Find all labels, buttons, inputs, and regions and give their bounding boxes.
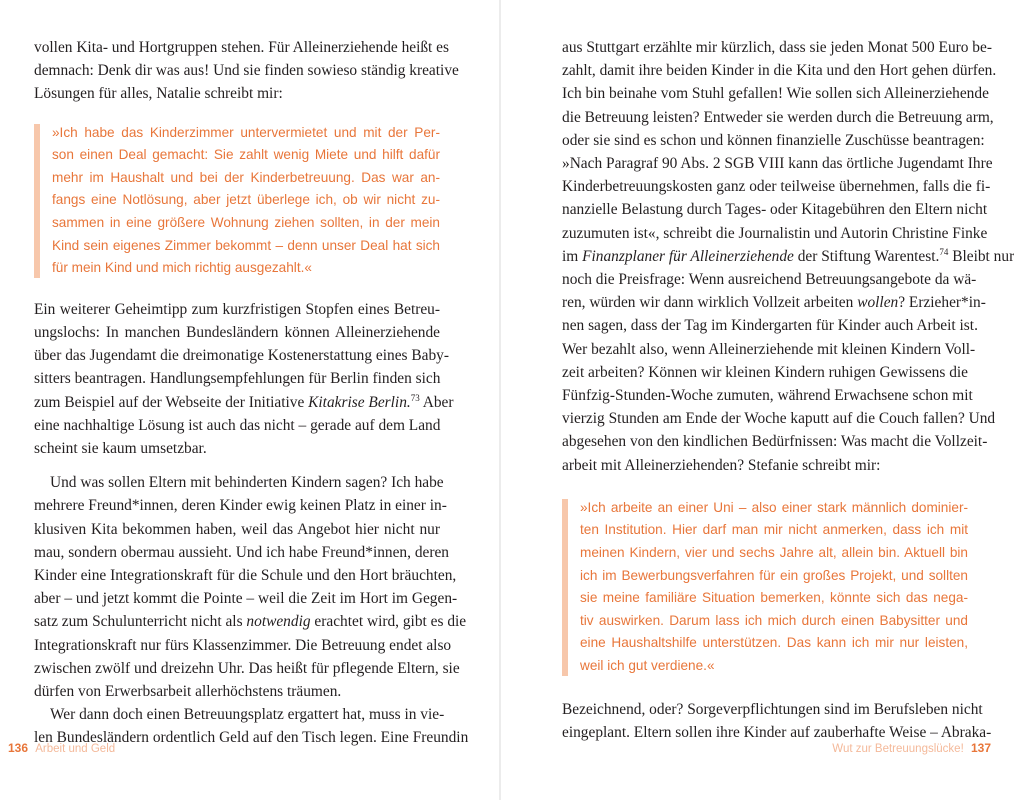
text-line: Lösungen für alles, Natalie schreibt mir: <box>34 85 283 103</box>
text-line: eingeplant. Eltern sollen ihre Kinder auf zauberhafte Weise – Abraka- <box>562 723 992 741</box>
text-line: vierzig Stunden am Ende der Woche kaputt auf die Couch fallen? Und <box>562 410 996 428</box>
behinderte-kinder-paragraph <box>34 471 467 703</box>
text-line: Und was sollen Eltern mit behinderten Kindern sagen? Ich habe <box>50 474 444 492</box>
text-line: aus Stuttgart erzählte mir kürzlich, dass sie jeden Monat 500 Euro be- <box>562 39 992 56</box>
text-line: Ich bin beinahe vom Stuhl gefallen! Wie sollen sich Alleinerziehende <box>562 85 989 103</box>
text-line: ren, würden wir dann wirklich Vollzeit arbeiten wollen? Erzieher*in- <box>562 294 986 312</box>
natalie-quote <box>34 122 440 280</box>
text-line: len Bundesländern ordentlich Geld auf den Tisch legen. Eine Freundin <box>34 729 469 747</box>
text-line: scheint sie kaum umsetzbar. <box>34 439 207 457</box>
left-intro-paragraph <box>34 36 459 106</box>
text-line: nanzielle Belastung durch Tages- oder Kitagebühren den Eltern nicht <box>562 201 988 219</box>
bezeichnend-paragraph <box>562 698 992 744</box>
running-head-right: Wut zur Betreuungslücke! <box>832 743 964 755</box>
stefanie-quote <box>562 497 968 678</box>
text-line: nen sagen, dass der Tag im Kindergarten für Kinder auch Arbeit ist. <box>562 317 978 335</box>
geheimtipp-paragraph <box>34 298 454 460</box>
text-line: Kinder eine Integrationskraft für die Schule und den Hort bräuchten, <box>34 567 457 584</box>
quote-line: ich im Bewerbungsverfahren für ein großes Projekt, und sollten <box>580 567 968 583</box>
text-line: zeit arbeiten? Können wir kleinen Kindern ruhigen Gewissens die <box>562 363 969 381</box>
text-line: Wer bezahlt also, wenn Alleinerziehende mit kleinen Kindern Voll- <box>562 340 976 358</box>
emphasis-notwendig: notwendig <box>246 613 311 631</box>
quote-line: sie meine familiäre Situation bemerken, könnte sich das nega- <box>580 590 968 606</box>
text-line: mau, sondern obermau aussieht. Und ich habe Freund*innen, deren <box>34 543 450 561</box>
text-line: arbeit mit Alleinerziehenden? Stefanie schreibt mir: <box>562 456 881 474</box>
text-line: klusiven Kita bekommen haben, weil das Angebot hier nicht nur <box>34 520 440 538</box>
quote-line: meinen Kindern, vier und sechs Jahre alt, allein bin. Aktuell bin <box>580 545 968 561</box>
text-line: sitters beantragen. Handlungsempfehlungen für Berlin finden sich <box>34 370 441 388</box>
quote-bar <box>34 124 40 278</box>
quote-line: mehr im Haushalt und bei der Kinderbetreuung. Das war an- <box>52 169 440 185</box>
quote-line: eine Haushaltshilfe unterstützen. Das kann ich mir nur leisten, <box>580 635 968 651</box>
book-title-finanzplaner: Finanzplaner für Alleinerziehende <box>582 247 794 265</box>
text-line: Ein weiterer Geheimtipp zum kurzfristigen Stopfen eines Betreu- <box>34 300 440 318</box>
text-line: im Finanzplaner für Alleinerziehende der Stiftung Warentest.$^{74}$ Bleibt nur <box>562 246 1014 265</box>
text-line: eine nachhaltige Lösung ist auch das nicht – gerade auf dem Land <box>34 416 441 434</box>
text-line: Wer dann doch einen Betreuungsplatz ergattert hat, muss in vie- <box>50 706 445 724</box>
initiative-name: Kitakrise Berlin. <box>308 393 411 411</box>
text-line: zuzumuten ist«, schreibt die Journalistin und Autorin Christine Finke <box>562 224 988 242</box>
text-line: zahlt, damit ihre beiden Kinder in die Kita und den Hort gehen dürfen. <box>562 62 997 80</box>
left-page-footer <box>8 741 115 755</box>
quote-line: fangs eine Notlösung, aber jetzt überlege ich, ob wir nicht zu- <box>52 192 440 208</box>
text-line: zum Beispiel auf der Webseite der Initiative Kitakrise Berlin.$^{73}$ Aber <box>34 392 454 411</box>
footnote-ref-74: 74 <box>939 246 949 257</box>
text-line: noch die Preisfrage: Wenn ausreichend Betreuungsangebote da wä- <box>562 271 977 289</box>
right-text-column <box>562 36 1014 744</box>
quote-line: son einen Deal gemacht: Sie zahlt wenig Miete und hilft dafür <box>52 147 440 163</box>
right-page-footer <box>832 741 991 755</box>
text-line: ungslochs: In manchen Bundesländern können Alleinerziehende <box>34 323 440 341</box>
quote-line: weil ich gut verdiene.« <box>580 658 715 674</box>
quote-line: Kind sein eigenes Zimmer bekommt – denn unser Deal hat sich <box>52 237 440 253</box>
text-line: oder sie sind es schon und können finanzielle Zuschüsse beantragen: <box>562 131 985 149</box>
quote-line: tiv auswirken. Darum lass ich mich durch einen Babysitter und <box>580 612 968 628</box>
text-line: »Nach Paragraf 90 Abs. 2 SGB VIII kann das örtliche Jugendamt Ihre <box>562 155 993 173</box>
text-line: dürfen von Erwerbsarbeit allerhöchstens träumen. <box>34 683 342 701</box>
quote-line: sammen in eine größere Wohnung ziehen sollten, in der mein <box>52 214 440 230</box>
text-line: mehrere Freund*innen, deren Kinder ewig keinen Platz in einer in- <box>34 497 447 515</box>
text-line: demnach: Denk dir was aus! Und sie finden sowieso ständig kreative <box>34 62 459 80</box>
text-line: Kinderbetreuungskosten ganz oder teilweise übernehmen, falls die fi- <box>562 178 991 196</box>
text-line: Fünfzig-Stunden-Woche zumuten, während Erwachsene schon mit <box>562 387 973 405</box>
quote-line: »Ich arbeite an einer Uni – also einer stark männlich dominier- <box>580 499 968 515</box>
quote-line: ten Institution. Hier darf man mir nicht anmerken, dass ich mit <box>580 522 968 538</box>
quote-line: »Ich habe das Kinderzimmer untervermietet und mit der Per- <box>52 124 440 140</box>
emphasis-wollen: wollen <box>857 294 899 312</box>
text-line: über das Jugendamt die dreimonatige Kostenerstattung eines Baby- <box>34 347 450 365</box>
footnote-ref-73: 73 <box>410 392 420 403</box>
book-gutter <box>499 0 501 800</box>
running-head-left: Arbeit und Geld <box>35 743 116 755</box>
quote-bar <box>562 499 568 676</box>
left-text-column <box>34 36 469 750</box>
page-number-136: 136 <box>8 741 29 755</box>
page-number-137: 137 <box>970 741 991 755</box>
stuttgart-paragraph <box>562 36 1014 477</box>
quote-line: für mein Kind und mich richtig ausgezahlt.« <box>52 260 312 276</box>
text-line: zwischen zwölf und dreizehn Uhr. Das heißt für pflegende Eltern, sie <box>34 659 460 677</box>
text-line: vollen Kita- und Hortgruppen stehen. Für Alleinerziehende heißt es <box>34 39 450 56</box>
text-line: abgesehen von den kindlichen Bedürfnissen: Was macht die Vollzeit- <box>562 433 988 451</box>
text-line: aber – und jetzt kommt die Pointe – weil die Zeit im Hort im Gegen- <box>34 590 458 608</box>
text-line: Integrationskraft nur fürs Klassenzimmer. Die Betreuung endet also <box>34 636 452 654</box>
text-line: Bezeichnend, oder? Sorgeverpflichtungen sind im Berufsleben nicht <box>562 700 983 718</box>
text-line: satz zum Schulunterricht nicht als notwendig erachtet wird, gibt es die <box>34 613 467 631</box>
text-line: die Betreuung leisten? Entweder sie werden durch die Betreuung arm, <box>562 108 994 126</box>
